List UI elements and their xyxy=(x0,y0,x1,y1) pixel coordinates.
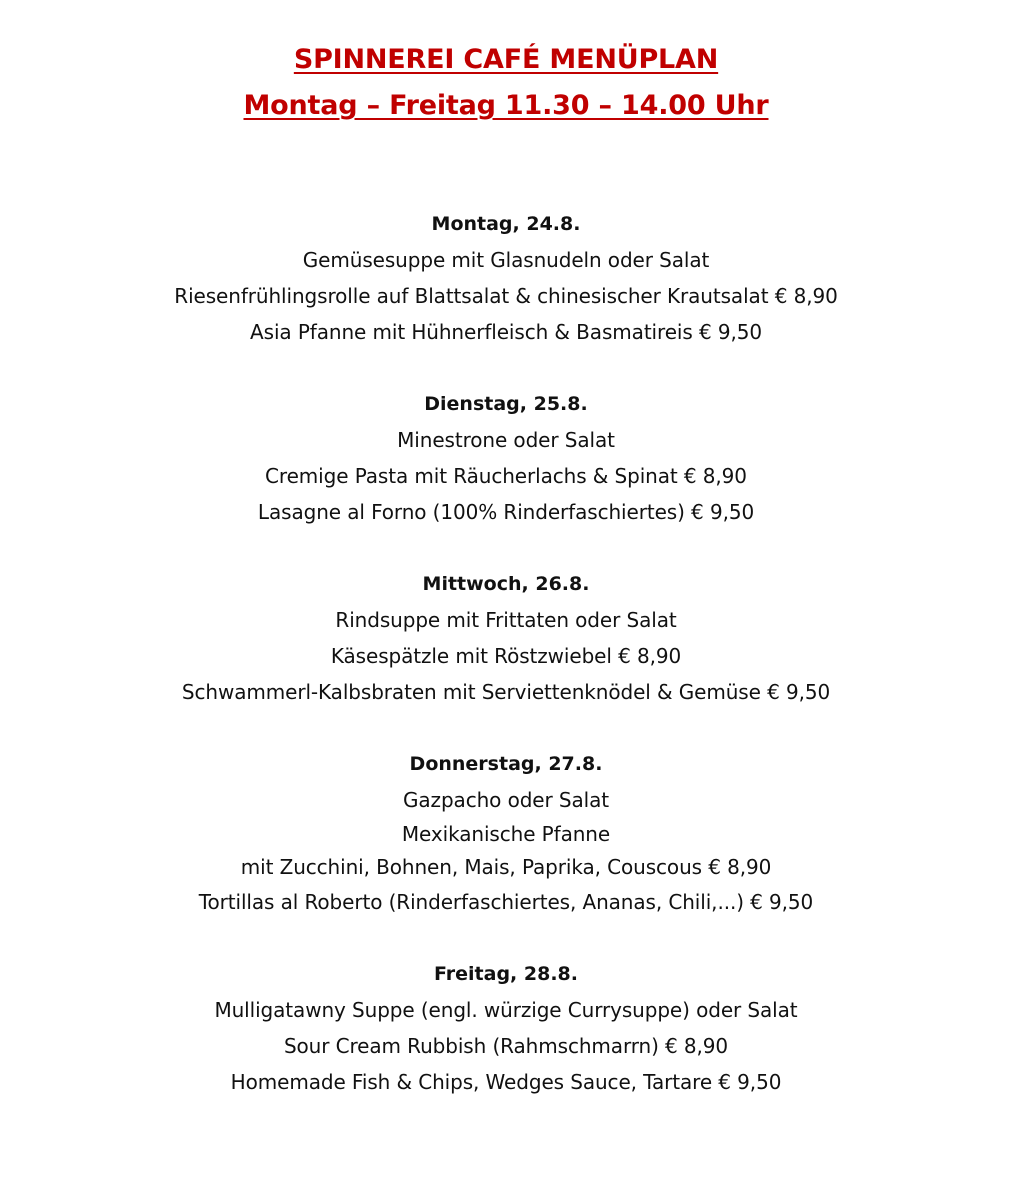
day-friday xyxy=(0,956,1012,1100)
dish-item: Asia Pfanne mit Hühnerfleisch & Basmatireis € 9,50 xyxy=(250,320,762,344)
dish-item: Mulligatawny Suppe (engl. würzige Currysuppe) oder Salat xyxy=(214,998,798,1022)
menu-opening-hours: Montag – Freitag 11.30 – 14.00 Uhr xyxy=(243,90,769,121)
dish-item: Käsespätzle mit Röstzwiebel € 8,90 xyxy=(330,644,682,668)
menu-title: SPINNEREI CAFÉ MENÜPLAN xyxy=(293,44,719,75)
dish-item: Rindsuppe mit Frittaten oder Salat xyxy=(335,608,677,632)
day-title: Donnerstag, 27.8. xyxy=(409,753,603,775)
dish-item: Homemade Fish & Chips, Wedges Sauce, Tartare € 9,50 xyxy=(230,1070,782,1094)
day-title: Freitag, 28.8. xyxy=(434,963,578,985)
dish-item: mit Zucchini, Bohnen, Mais, Paprika, Couscous € 8,90 xyxy=(240,855,772,879)
dish-item: Sour Cream Rubbish (Rahmschmarrn) € 8,90 xyxy=(283,1034,729,1058)
menu-days xyxy=(0,206,1012,1136)
day-title: Montag, 24.8. xyxy=(431,213,581,235)
dish-item: Minestrone oder Salat xyxy=(397,428,615,452)
dish-item: Gazpacho oder Salat xyxy=(403,788,609,812)
dish-item: Lasagne al Forno (100% Rinderfaschiertes) € 9,50 xyxy=(257,500,755,524)
dish-item: Riesenfrühlingsrolle auf Blattsalat & chinesischer Krautsalat € 8,90 xyxy=(174,284,838,308)
dish-item: Tortillas al Roberto (Rinderfaschiertes, Ananas, Chili,...) € 9,50 xyxy=(198,890,814,914)
dish-item: Gemüsesuppe mit Glasnudeln oder Salat xyxy=(302,248,710,272)
menu-header xyxy=(0,42,1012,124)
day-thursday xyxy=(0,746,1012,920)
dish-item: Mexikanische Pfanne xyxy=(401,822,611,846)
day-wednesday xyxy=(0,566,1012,710)
day-title: Mittwoch, 26.8. xyxy=(422,573,590,595)
dish-item: Schwammerl-Kalbsbraten mit Serviettenknödel & Gemüse € 9,50 xyxy=(181,680,831,704)
day-monday xyxy=(0,206,1012,350)
dish-item: Cremige Pasta mit Räucherlachs & Spinat € 8,90 xyxy=(265,464,747,488)
day-tuesday xyxy=(0,386,1012,530)
day-title: Dienstag, 25.8. xyxy=(424,393,588,415)
